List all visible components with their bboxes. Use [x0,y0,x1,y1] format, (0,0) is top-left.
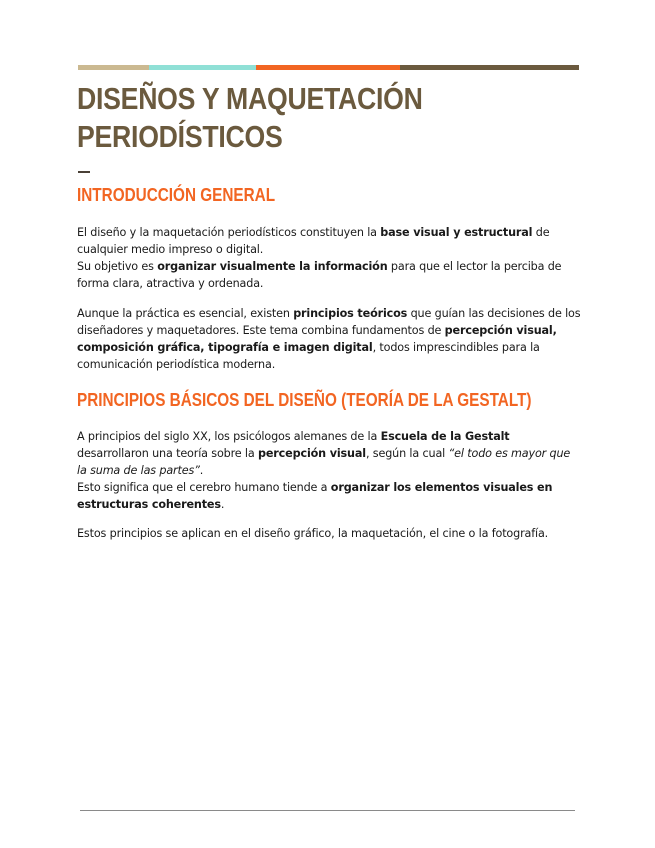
strip-segment-teal [149,65,256,70]
text-run: Esto significa que el cerebro humano tiende a [77,481,331,494]
text-run: Aunque la práctica es esencial, existen [77,307,294,320]
text-run: que guían las decisiones de los diseñadores y maquetadores. Este tema combina fundamentos de [77,307,581,337]
text-run: , según la cual [365,447,449,460]
bold-run: Escuela de la Gestalt [380,430,510,443]
bold-run: percepción visual, composición gráfica, tipografía e imagen digital [77,324,557,354]
strip-segment-beige [78,65,149,70]
text-run: de cualquier medio impreso o digital. [77,226,550,256]
footer-divider [80,810,575,811]
strip-segment-brown [400,65,579,70]
italic-quote: “el todo es mayor que la suma de las partes” [77,447,571,477]
text-run: . [220,498,225,511]
text-run: El diseño y la maquetación periodísticos constituyen la [77,226,381,239]
bold-run: principios teóricos [293,307,408,320]
decorative-color-strip [78,65,579,70]
gestalt-paragraph-1 [77,428,582,513]
text-run: desarrollaron una teoría sobre la [77,447,259,460]
text-run: A principios del siglo XX, los psicólogos alemanes de la [77,430,381,443]
section-heading-gestalt: PRINCIPIOS BÁSICOS DEL DISEÑO (TEORÍA DE LA GESTALT) [77,390,532,410]
bold-run: organizar los elementos visuales en estructuras coherentes [77,481,553,511]
text-run: Su objetivo es [77,260,158,273]
text-run: para que el lector la perciba de forma clara, atractiva y ordenada. [77,260,562,290]
text-run: . [199,464,204,477]
gestalt-paragraph-2 [77,525,582,542]
bold-run: organizar visualmente la información [157,260,388,273]
intro-paragraph-2 [77,305,582,373]
section-heading-introduccion: INTRODUCCIÓN GENERAL [77,185,276,205]
document-title: DISEÑOS Y MAQUETACIÓN PERIODÍSTICOS [77,81,423,154]
intro-paragraph-1 [77,224,582,292]
text-run: , todos imprescindibles para la comunicación periodística moderna. [77,341,540,371]
text-run: Estos principios se aplican en el diseño gráfico, la maquetación, el cine o la fotografía. [77,527,549,540]
bold-run: percepción visual [258,447,366,460]
strip-segment-orange [256,65,400,70]
title-underline-dash [78,171,90,173]
bold-run: base visual y estructural [380,226,533,239]
